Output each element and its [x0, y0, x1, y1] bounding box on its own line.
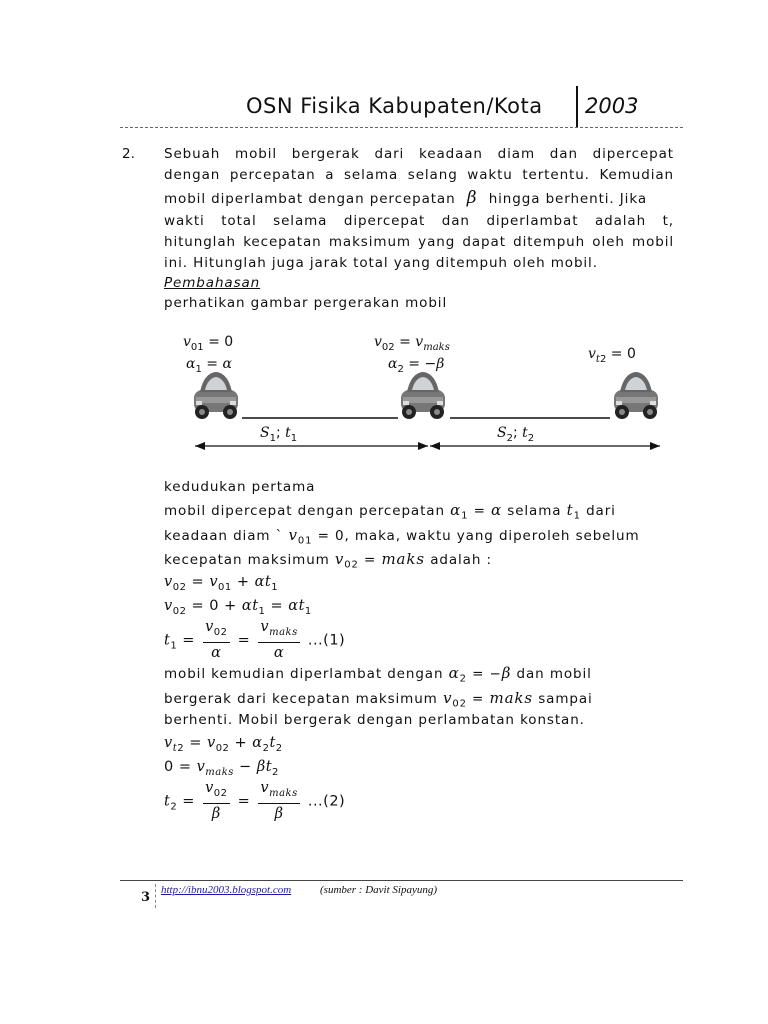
page-header-year: 2003 [585, 94, 639, 118]
segment-1-label: $S_1$; $t_1$ [260, 425, 298, 444]
solution-line-5: bergerak dari kecepatan maksimum $v_{02}$ = maks sampai [164, 689, 593, 710]
problem-line-3 [164, 188, 674, 209]
beta-symbol: β [466, 188, 478, 208]
solution-line-1-b: selama [507, 503, 562, 519]
car-1-label-accel: $\alpha_1 = \alpha$ [186, 356, 232, 375]
solution-intro: perhatikan gambar pergerakan mobil [164, 295, 448, 311]
solution-line-5-b: sampai [538, 691, 593, 707]
solution-line-6: berhenti. Mobil bergerak dengan perlambatan konstan. [164, 712, 585, 728]
solution-line-1-a: mobil dipercepat dengan percepatan [164, 503, 445, 519]
footer-divider [155, 884, 156, 908]
header-rule [120, 127, 683, 128]
equation-6: $t_2$ = $\frac{v_{02}}{\beta}$ = $\frac{v_{maks}}{\beta}$ ...(2) [164, 780, 346, 822]
footer-rule [120, 880, 683, 881]
problem-line-3-b: hingga berhenti. Jika [488, 191, 647, 207]
car-1-label-velocity: $v_{01} = 0$ [183, 334, 234, 353]
car-2-label-velocity: $v_{02} = v_{maks}$ [374, 334, 450, 353]
page-header-title: OSN Fisika Kabupaten/Kota [246, 94, 543, 118]
problem-line-3-a: mobil diperlambat dengan percepatan [164, 191, 456, 207]
equation-2: $v_{02} = 0 + \alpha t_1 = \alpha t_1$ [164, 598, 312, 617]
footer-link[interactable]: http://ibnu2003.blogspot.com [161, 884, 292, 896]
equation-ref-1: ...(1) [307, 632, 346, 649]
car-3-icon [614, 372, 658, 419]
equation-4: $v_{t2} = v_{02} + \alpha_2t_2$ [164, 735, 283, 754]
solution-line-1: mobil dipercepat dengan percepatan $\alpha_1 = \alpha$ selama $t_1$ dari [164, 501, 616, 522]
header-divider [576, 86, 578, 128]
problem-line-5: hitunglah kecepatan maksimum yang dapat ditempuh oleh mobil [164, 234, 674, 250]
problem-number: 2. [122, 146, 135, 162]
equation-3: $t_1$ = $\frac{v_{02}}{\alpha}$ = $\frac{v_{maks}}{\alpha}$ ...(1) [164, 619, 346, 661]
equation-5: $0 = v_{maks} - \beta t_2$ [164, 759, 279, 778]
solution-line-2-b: , maka, waktu yang diperoleh sebelum [344, 528, 640, 544]
equation-1: $v_{02} = v_{01} + \alpha t_1$ [164, 574, 279, 593]
car-1-icon [194, 372, 238, 419]
solution-line-2: keadaan diam ` $v_{01} = 0$, maka, waktu yang diperoleh sebelum [164, 526, 640, 547]
solution-line-3-b: adalah : [430, 552, 492, 568]
problem-line-6: ini. Hitunglah juga jarak total yang ditempuh oleh mobil. [164, 255, 598, 271]
car-3-label-velocity: $v_{t2} = 0$ [588, 346, 636, 365]
solution-line-4-b: dan mobil [516, 666, 592, 682]
solution-line-4: mobil kemudian diperlambat dengan $\alpha_2 = -\beta$ dan mobil [164, 664, 592, 685]
footer-source: (sumber : Davit Sipayung) [320, 884, 438, 896]
problem-line-2: dengan percepatan a selama selang waktu tertentu. Kemudian [164, 167, 674, 183]
first-position-heading: kedudukan pertama [164, 479, 316, 495]
page-number: 3 [141, 890, 151, 905]
solution-line-3: kecepatan maksimum $v_{02}$ = maks adalah : [164, 550, 492, 571]
car-2-label-accel: $\alpha_2 = -\beta$ [388, 356, 445, 375]
solution-line-5-a: bergerak dari kecepatan maksimum [164, 691, 438, 707]
solution-line-2-a: keadaan diam ` [164, 528, 284, 544]
equation-ref-2: ...(2) [307, 793, 346, 810]
solution-line-4-a: mobil kemudian diperlambat dengan [164, 666, 444, 682]
problem-line-1: Sebuah mobil bergerak dari keadaan diam dan dipercepat [164, 146, 674, 162]
segment-2-label: $S_2$; $t_2$ [497, 425, 535, 444]
solution-line-3-a: kecepatan maksimum [164, 552, 330, 568]
solution-heading: Pembahasan [164, 275, 261, 291]
problem-line-4: wakti total selama dipercepat dan diperlambat adalah t, [164, 213, 674, 229]
car-2-icon [401, 372, 445, 419]
solution-line-1-c: dari [586, 503, 616, 519]
